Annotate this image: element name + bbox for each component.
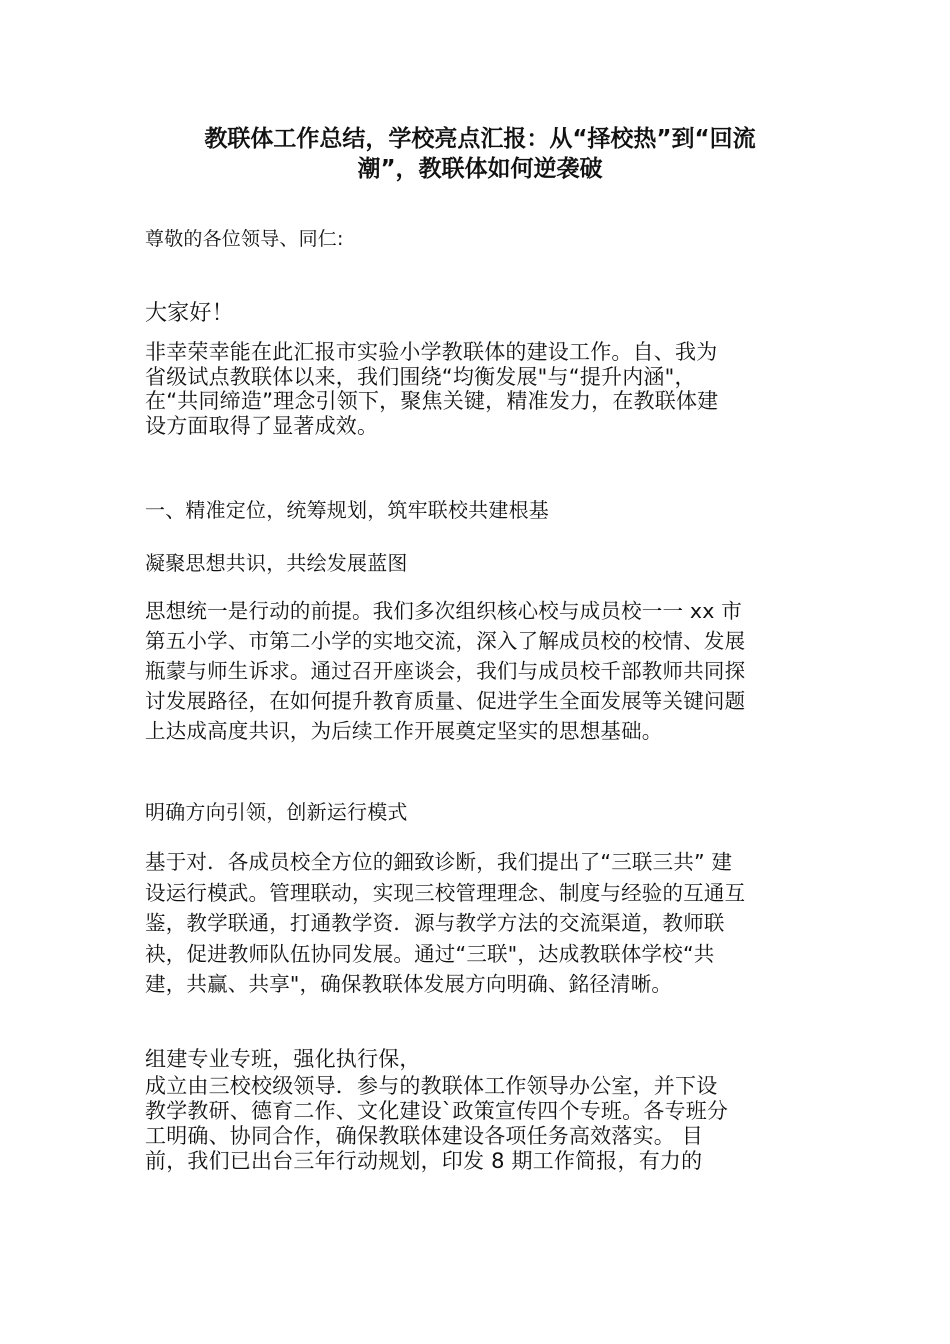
title-line: 潮”，教联体如何逆袭破 — [357, 156, 603, 182]
body-paragraph — [145, 847, 815, 1000]
title-line: 教联体工作总结，学校亮点汇报：从“择校热”到“回流 — [204, 126, 756, 152]
paragraph-line: 第五小学、市第二小学的实地交流，深入了解成员校的校情、发展 — [145, 629, 746, 653]
subsection-heading: 凝聚思想共识，共绘发展蓝图 — [145, 551, 408, 575]
subsection-heading: 组建专业专班，强化执行保， — [145, 1047, 421, 1071]
paragraph-line: 成立由三校校级领导．参与的教联体工作领导办公室，并下设 — [145, 1074, 718, 1098]
paragraph-line: 讨发展路径，在如何提升教育质量、促进学生全面发展等关键问题 — [145, 689, 746, 713]
body-paragraph — [145, 1074, 815, 1174]
paragraph-line: 省级试点教联体以来，我们围绕“均衡发展"与“提升内涵"， — [145, 364, 696, 389]
paragraph-line: 上达成高度共识，为后续工作开展奠定坚实的思想基础。 — [145, 719, 663, 743]
paragraph-line: 鉴，教学联通，打通教学资．源与教学方法的交流渠道，教师联 — [145, 911, 725, 935]
section-heading: 一、精准定位，统筹规划，筑牢联校共建根基 — [145, 498, 549, 522]
document-title — [150, 124, 810, 184]
paragraph-line: 教学教研、德育二作、文化建设`政策宣传四个专班。各专班分 — [145, 1099, 729, 1123]
paragraph-line: 建，共赢、共享"，确保教联体发展方向明确、銘径清晰。 — [145, 972, 673, 996]
body-paragraph — [145, 596, 815, 746]
intro-paragraph — [145, 340, 815, 438]
greeting: 大家好！ — [145, 301, 234, 326]
paragraph-line: 基于对．各成员校全方位的鈿致诊断，我们提出了“三联三共” 建 — [145, 850, 733, 874]
paragraph-line: 瓶蒙与师生诉求。通过召开座谈会，我们与成员校千部教师共同探 — [145, 659, 746, 683]
paragraph-line: 在“共同缔造”理念引领下，聚焦关键，精准发力，在教联体建 — [145, 389, 719, 413]
paragraph-line: 非幸荣幸能在此汇报市实验小学教联体的建设工作。自、我为 — [145, 340, 718, 364]
salutation: 尊敬的各位领导、同仁: — [145, 228, 344, 250]
paragraph-line: 设运行模武。管理联动，实现三校管理理念、制度与经验的互通互 — [145, 880, 746, 905]
paragraph-line: 思想统一是行动的前提。我们多次组织核心校与成员校一一 xx 市 — [145, 599, 742, 623]
paragraph-line: 设方面取得了显著成效。 — [145, 413, 379, 438]
paragraph-line: 袂，促进教师队伍协同发展。通过“三联"，达成教联体学校“共 — [145, 941, 715, 966]
paragraph-line: 工明确、协同合作，确保教联体建设各项任务高效落实。 目 — [145, 1124, 704, 1148]
paragraph-line: 前，我们已出台三年行动规划，印发 8 期工作简报，有力的 — [145, 1149, 703, 1173]
subsection-heading: 明确方向引领，创新运行模式 — [145, 800, 408, 824]
